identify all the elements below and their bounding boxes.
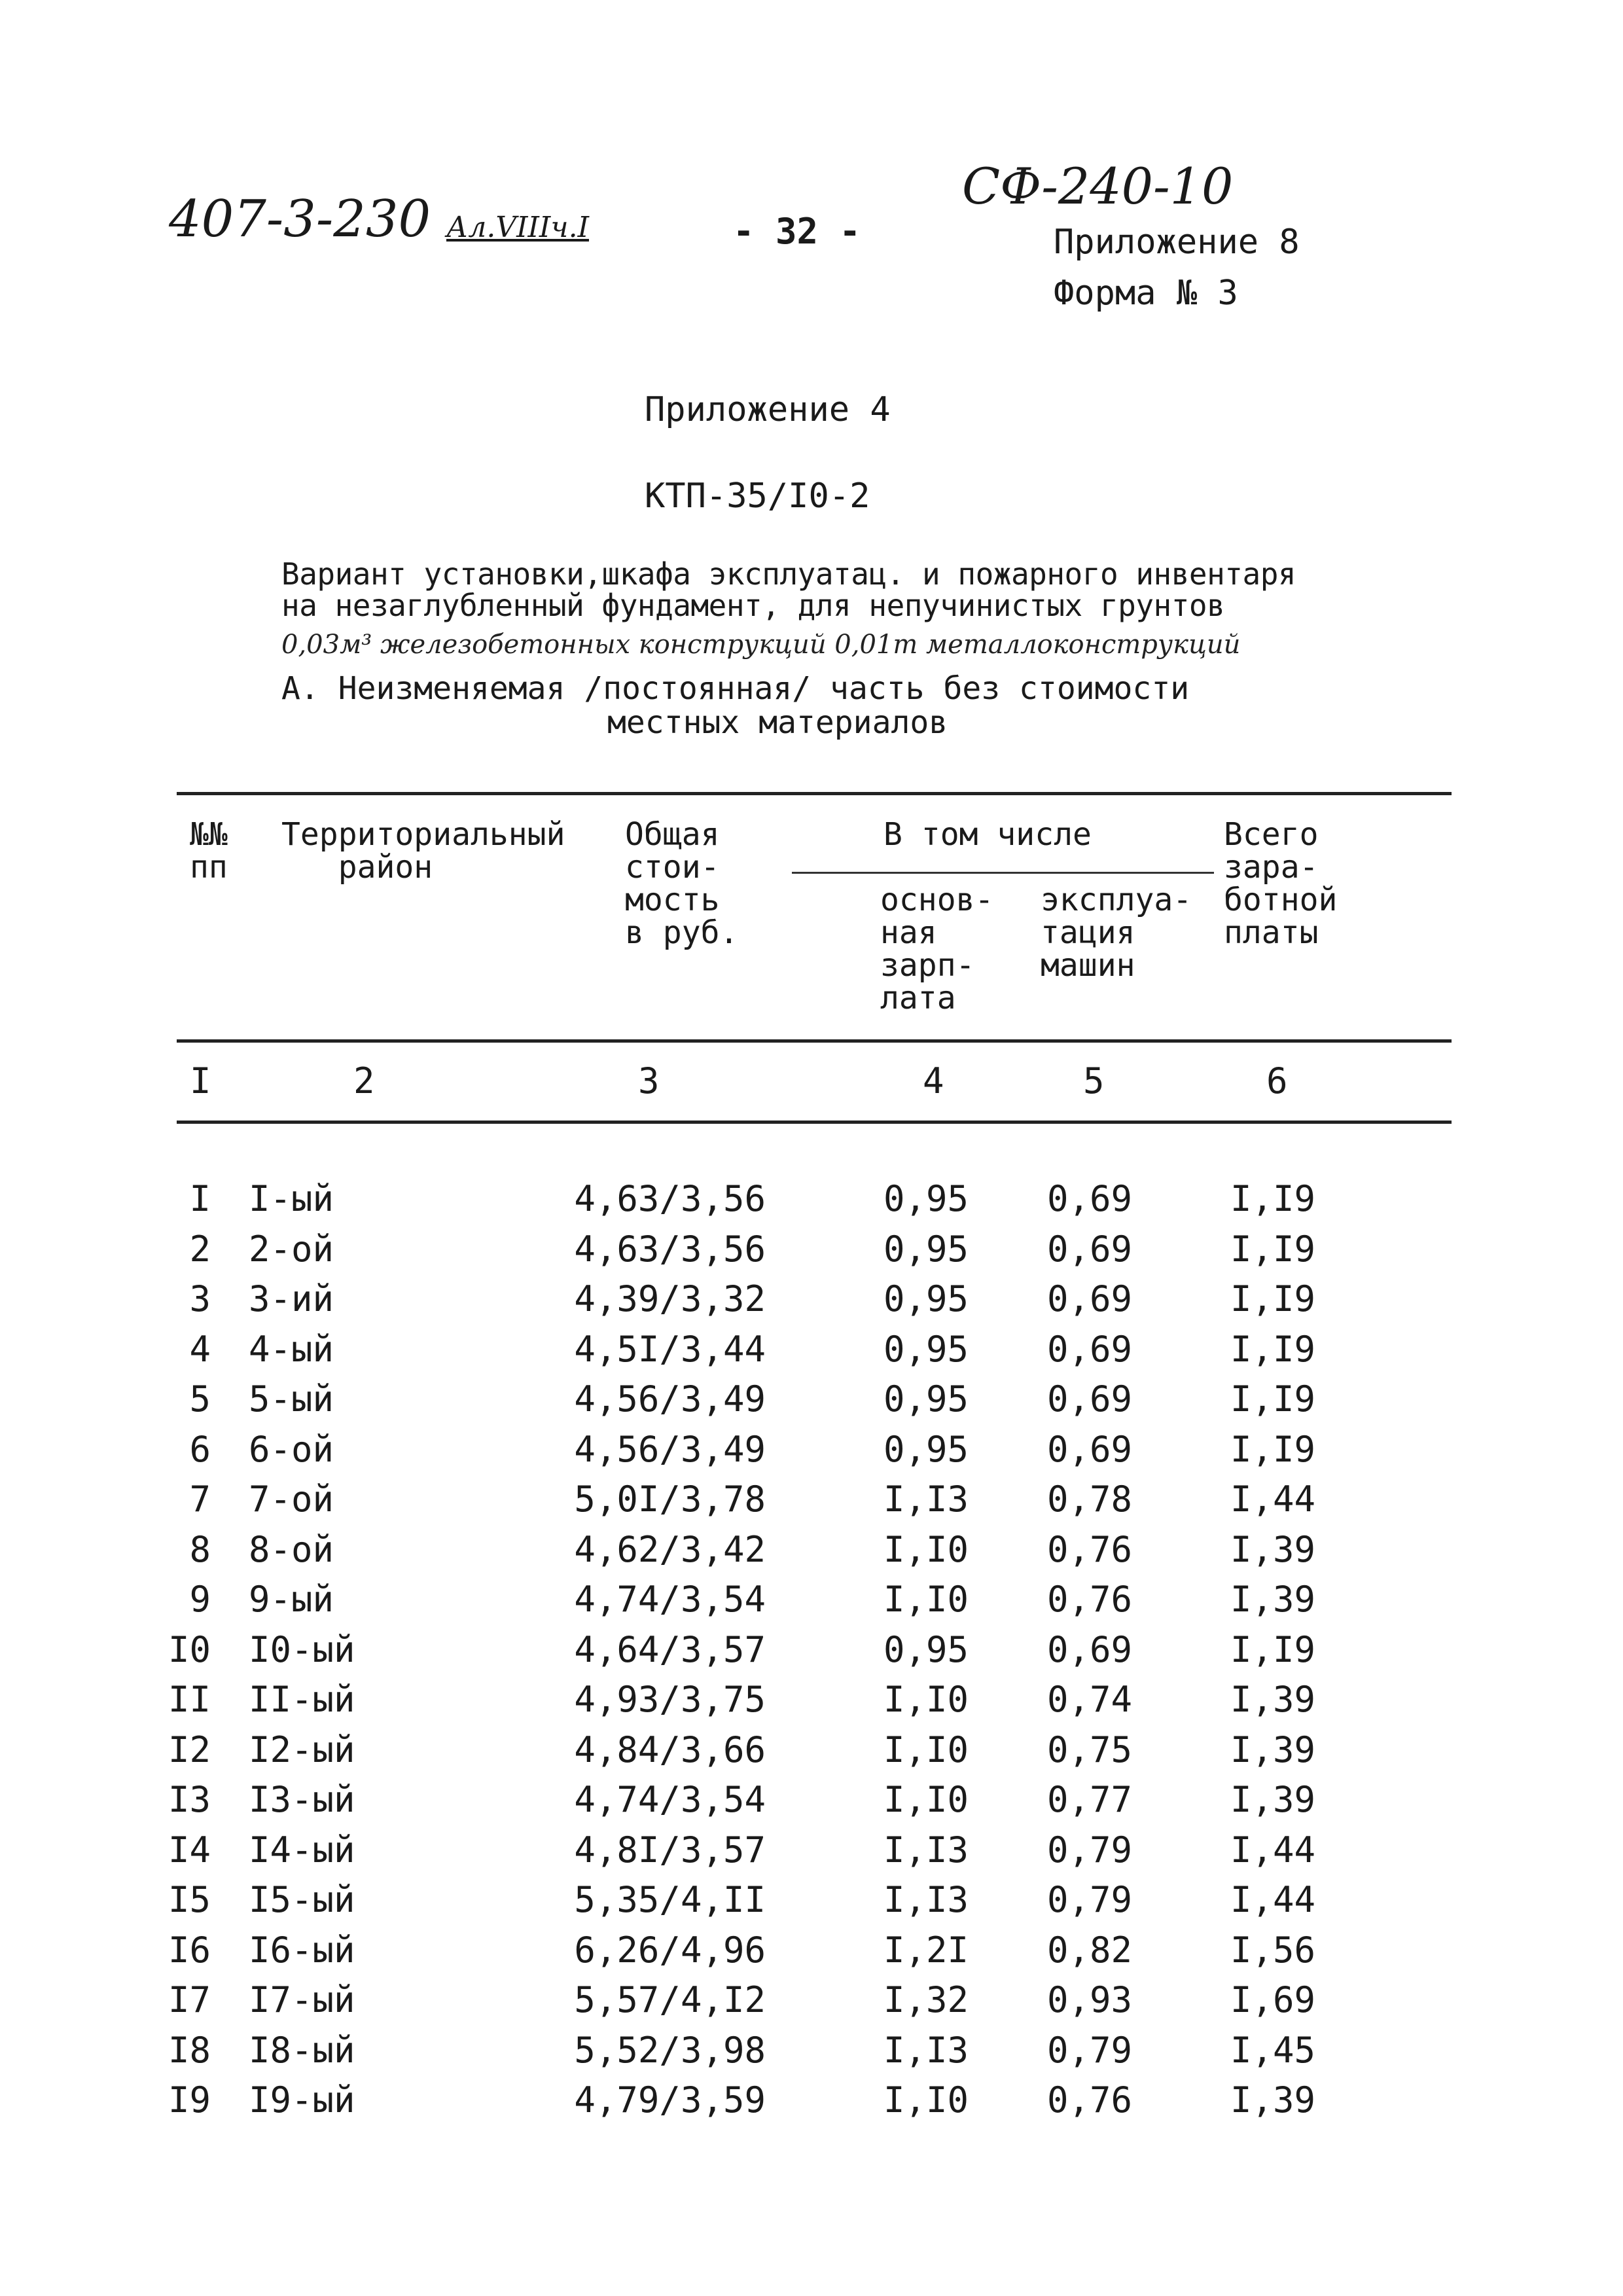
cell-base-salary: 0,95 xyxy=(883,1378,969,1420)
cell-base-salary: I,32 xyxy=(883,1979,969,2020)
cell-machine-operation: 0,69 xyxy=(1047,1229,1133,1270)
album-handwritten: Ал.VIIIч.I xyxy=(446,211,589,244)
cell-region: 4-ый xyxy=(249,1329,334,1370)
header-bottom-rule xyxy=(177,1039,1452,1043)
cell-machine-operation: 0,74 xyxy=(1047,1679,1133,1720)
section-line-1: А. Неизменяемая /постоянная/ часть без стоимости xyxy=(281,670,1190,707)
cell-total-cost: 5,57/4,I2 xyxy=(574,1979,766,2020)
cell-total-cost: 5,35/4,II xyxy=(574,1879,766,1920)
cell-row-number: I xyxy=(189,1178,211,1219)
cell-row-number: 5 xyxy=(189,1378,211,1420)
cell-base-salary: I,I0 xyxy=(883,1579,969,1620)
table-top-rule xyxy=(177,792,1452,795)
cell-machine-operation: 0,79 xyxy=(1047,2030,1133,2071)
cell-base-salary: 0,95 xyxy=(883,1229,969,1270)
doc-code-handwritten: 407-3-230 xyxy=(169,190,431,249)
cell-total-cost: 4,93/3,75 xyxy=(574,1679,766,1720)
cell-total-cost: 5,52/3,98 xyxy=(574,2030,766,2071)
cell-total-cost: 4,56/3,49 xyxy=(574,1378,766,1420)
cell-base-salary: I,I3 xyxy=(883,1879,969,1920)
cell-base-salary: I,I0 xyxy=(883,2079,969,2121)
cell-region: I-ый xyxy=(249,1178,334,1219)
cell-region: 7-ой xyxy=(249,1479,334,1520)
col-number-4: 4 xyxy=(923,1060,944,1102)
col-number-3: 3 xyxy=(638,1060,660,1102)
header-total-cost: Общая стои- мость в руб. xyxy=(625,816,739,951)
col-number-6: 6 xyxy=(1266,1060,1288,1102)
cell-row-number: 9 xyxy=(189,1579,211,1620)
cell-machine-operation: 0,79 xyxy=(1047,1879,1133,1920)
cell-row-number: 4 xyxy=(189,1329,211,1370)
cell-row-number: I4 xyxy=(168,1829,211,1871)
cell-row-number: I6 xyxy=(168,1929,211,1971)
cell-region: 3-ий xyxy=(249,1278,334,1319)
cell-machine-operation: 0,69 xyxy=(1047,1278,1133,1319)
col-number-1: I xyxy=(190,1060,211,1102)
cell-total-cost: 4,56/3,49 xyxy=(574,1429,766,1470)
cell-total-cost: 4,39/3,32 xyxy=(574,1278,766,1319)
cell-machine-operation: 0,76 xyxy=(1047,1579,1133,1620)
cell-total-salary: I,39 xyxy=(1230,1679,1316,1720)
cell-region: I4-ый xyxy=(249,1829,355,1871)
cell-total-salary: I,44 xyxy=(1230,1879,1316,1920)
cell-total-salary: I,I9 xyxy=(1230,1329,1316,1370)
cell-row-number: I3 xyxy=(168,1779,211,1820)
header-region: Территориальный район xyxy=(281,816,565,886)
cell-region: I9-ый xyxy=(249,2079,355,2121)
cell-total-cost: 4,84/3,66 xyxy=(574,1729,766,1770)
cell-region: I8-ый xyxy=(249,2030,355,2071)
cell-total-salary: I,39 xyxy=(1230,2079,1316,2121)
cell-region: I5-ый xyxy=(249,1879,355,1920)
description-line-2: на незаглубленный фундамент, для непучинистых грунтов xyxy=(281,588,1225,623)
cell-total-cost: 4,74/3,54 xyxy=(574,1779,766,1820)
cell-machine-operation: 0,76 xyxy=(1047,1529,1133,1570)
cell-total-cost: 4,5I/3,44 xyxy=(574,1329,766,1370)
cell-row-number: I2 xyxy=(168,1729,211,1770)
cell-total-salary: I,I9 xyxy=(1230,1278,1316,1319)
header-machines: эксплуа- тация машин xyxy=(1041,882,1192,984)
header-total-salary: Всего зара- ботной платы xyxy=(1224,816,1338,951)
cell-region: I0-ый xyxy=(249,1629,355,1670)
cell-row-number: I9 xyxy=(168,2079,211,2121)
cell-row-number: 7 xyxy=(189,1479,211,1520)
cell-total-cost: 4,62/3,42 xyxy=(574,1529,766,1570)
header-base-salary: основ- ная зарп- лата xyxy=(880,882,994,1016)
cell-machine-operation: 0,69 xyxy=(1047,1378,1133,1420)
sheet-code-handwritten: СФ-240-10 xyxy=(962,157,1234,215)
appendix-top: Приложение 8 xyxy=(1054,223,1300,262)
cell-base-salary: I,I0 xyxy=(883,1529,969,1570)
cell-machine-operation: 0,79 xyxy=(1047,1829,1133,1871)
cell-row-number: I0 xyxy=(168,1629,211,1670)
cell-total-salary: I,39 xyxy=(1230,1729,1316,1770)
cell-base-salary: I,I3 xyxy=(883,2030,969,2071)
ktp-code: КТП-35/I0-2 xyxy=(645,476,870,516)
cell-machine-operation: 0,78 xyxy=(1047,1479,1133,1520)
cell-total-salary: I,I9 xyxy=(1230,1629,1316,1670)
header-including: В том числе xyxy=(883,816,1092,853)
cell-base-salary: I,2I xyxy=(883,1929,969,1971)
cell-total-salary: I,69 xyxy=(1230,1979,1316,2020)
cell-base-salary: 0,95 xyxy=(883,1178,969,1219)
cell-total-salary: I,44 xyxy=(1230,1479,1316,1520)
cell-region: 6-ой xyxy=(249,1429,334,1470)
cell-total-cost: 4,8I/3,57 xyxy=(574,1829,766,1871)
cell-base-salary: 0,95 xyxy=(883,1278,969,1319)
handwritten-note: 0,03м³ железобетонных конструкций 0,01т металлоконструкций xyxy=(281,630,1241,660)
cell-base-salary: 0,95 xyxy=(883,1329,969,1370)
cell-row-number: 3 xyxy=(189,1278,211,1319)
cell-total-salary: I,I9 xyxy=(1230,1429,1316,1470)
cell-machine-operation: 0,76 xyxy=(1047,2079,1133,2121)
cell-region: 9-ый xyxy=(249,1579,334,1620)
cell-region: 8-ой xyxy=(249,1529,334,1570)
cell-total-cost: 5,0I/3,78 xyxy=(574,1479,766,1520)
cell-total-salary: I,39 xyxy=(1230,1529,1316,1570)
section-line-2: местных материалов xyxy=(607,704,948,741)
cell-total-cost: 4,64/3,57 xyxy=(574,1629,766,1670)
cell-machine-operation: 0,75 xyxy=(1047,1729,1133,1770)
header-num: №№ пп xyxy=(190,816,228,886)
cell-total-salary: I,39 xyxy=(1230,1779,1316,1820)
form-number: Форма № 3 xyxy=(1054,274,1238,313)
cell-total-cost: 6,26/4,96 xyxy=(574,1929,766,1971)
cell-machine-operation: 0,77 xyxy=(1047,1779,1133,1820)
col-number-2: 2 xyxy=(353,1060,375,1102)
cell-total-cost: 4,79/3,59 xyxy=(574,2079,766,2121)
cell-total-salary: I,I9 xyxy=(1230,1378,1316,1420)
cell-region: 2-ой xyxy=(249,1229,334,1270)
col-number-5: 5 xyxy=(1083,1060,1105,1102)
cell-base-salary: I,I0 xyxy=(883,1779,969,1820)
cell-base-salary: I,I3 xyxy=(883,1479,969,1520)
description-line-1: Вариант установки,шкафа эксплуатац. и пожарного инвентаря xyxy=(281,556,1296,592)
cell-row-number: 2 xyxy=(189,1229,211,1270)
cell-base-salary: I,I0 xyxy=(883,1679,969,1720)
cell-row-number: 8 xyxy=(189,1529,211,1570)
cell-region: II-ый xyxy=(249,1679,355,1720)
cell-total-salary: I,44 xyxy=(1230,1829,1316,1871)
cell-region: I3-ый xyxy=(249,1779,355,1820)
cell-total-salary: I,56 xyxy=(1230,1929,1316,1971)
cell-row-number: I8 xyxy=(168,2030,211,2071)
cell-row-number: I5 xyxy=(168,1879,211,1920)
cell-total-cost: 4,63/3,56 xyxy=(574,1178,766,1219)
cell-row-number: I7 xyxy=(168,1979,211,2020)
cell-region: I7-ый xyxy=(249,1979,355,2020)
appendix-title: Приложение 4 xyxy=(645,390,891,429)
cell-total-cost: 4,74/3,54 xyxy=(574,1579,766,1620)
cell-total-salary: I,45 xyxy=(1230,2030,1316,2071)
cell-base-salary: 0,95 xyxy=(883,1629,969,1670)
column-numbers-rule xyxy=(177,1121,1452,1124)
cell-total-salary: I,I9 xyxy=(1230,1229,1316,1270)
cell-region: 5-ый xyxy=(249,1378,334,1420)
cell-base-salary: 0,95 xyxy=(883,1429,969,1470)
cell-machine-operation: 0,82 xyxy=(1047,1929,1133,1971)
cell-region: I6-ый xyxy=(249,1929,355,1971)
cell-machine-operation: 0,69 xyxy=(1047,1629,1133,1670)
cell-row-number: 6 xyxy=(189,1429,211,1470)
cell-row-number: II xyxy=(168,1679,211,1720)
cell-total-salary: I,39 xyxy=(1230,1579,1316,1620)
cell-machine-operation: 0,69 xyxy=(1047,1429,1133,1470)
cell-total-salary: I,I9 xyxy=(1230,1178,1316,1219)
cell-base-salary: I,I0 xyxy=(883,1729,969,1770)
cell-base-salary: I,I3 xyxy=(883,1829,969,1871)
header-including-rule xyxy=(792,872,1214,874)
cell-machine-operation: 0,93 xyxy=(1047,1979,1133,2020)
cell-region: I2-ый xyxy=(249,1729,355,1770)
page-number: - 32 - xyxy=(733,211,861,252)
cell-machine-operation: 0,69 xyxy=(1047,1178,1133,1219)
cell-machine-operation: 0,69 xyxy=(1047,1329,1133,1370)
cell-total-cost: 4,63/3,56 xyxy=(574,1229,766,1270)
